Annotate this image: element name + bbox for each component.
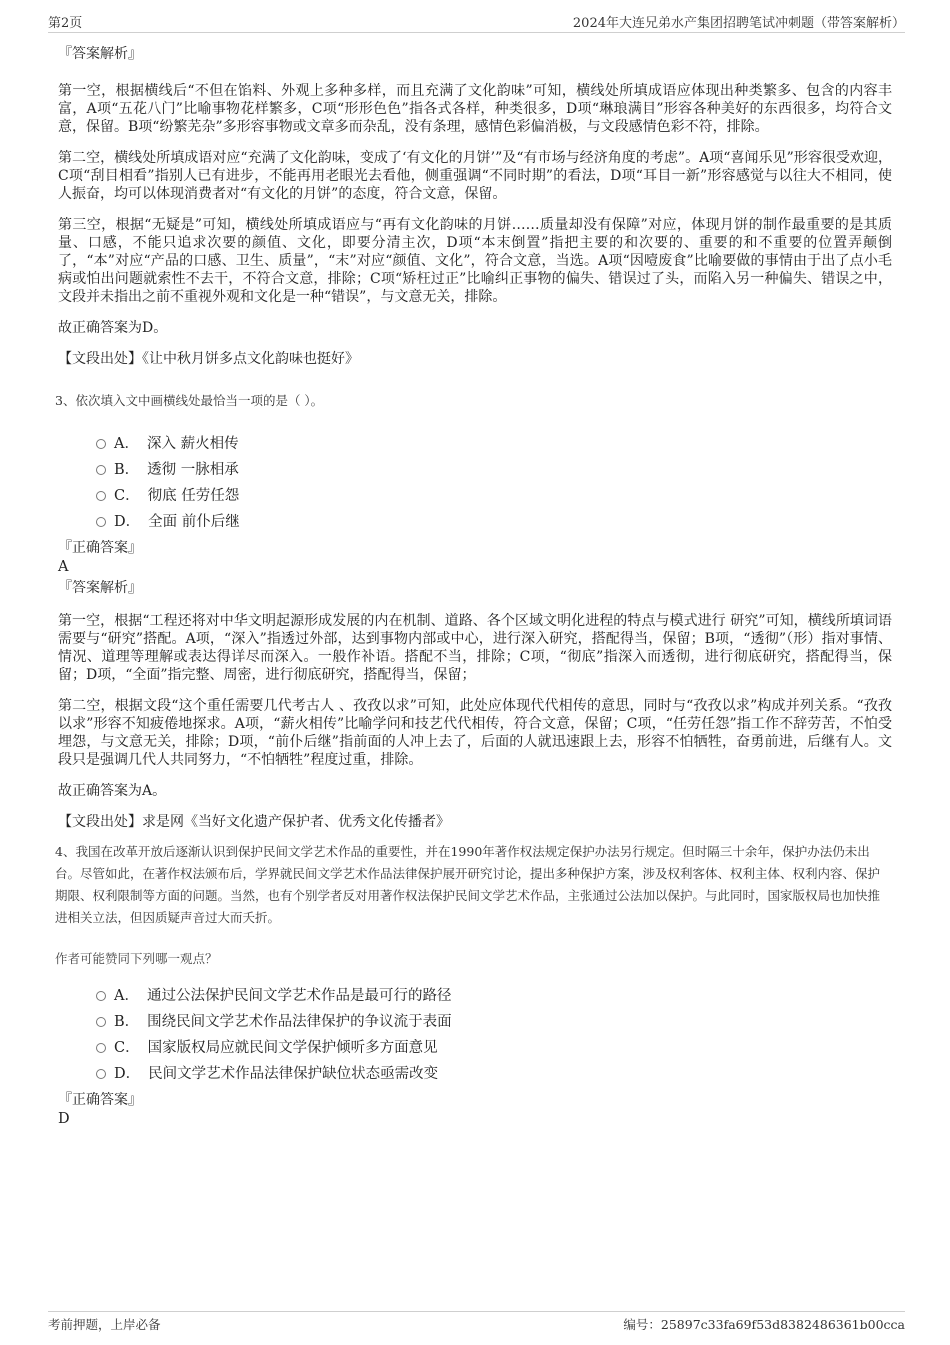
radio-icon[interactable] <box>96 991 106 1001</box>
option-letter: D． <box>114 513 141 530</box>
q3-source: 【文段出处】求是网《当好文化遗产保护者、优秀文化传播者》 <box>58 814 450 830</box>
option-text: 围绕民间文学艺术作品法律保护的争议流于表面 <box>147 1013 452 1030</box>
option-letter: B． <box>114 461 140 478</box>
radio-icon[interactable] <box>96 1017 106 1027</box>
q3-option-a[interactable] <box>96 429 892 455</box>
option-letter: B． <box>114 1013 140 1030</box>
radio-icon[interactable] <box>96 1069 106 1079</box>
document-title: 2024年大连兄弟水产集团招聘笔试冲刺题（带答案解析） <box>572 16 905 31</box>
q2-analysis-paragraph: 第二空，横线处所填成语对应“充满了文化韵味，变成了‘有文化的月饼’”及“有市场与经济角度的考虑”。A项“喜闻乐见”形容很受欢迎，C项“刮目相看”指别人已有进步，不能再用老眼光去看他，侧重强调“不同时期”的看法，D项“耳目一新”形容感觉与以往大不相同，使人振奋，均可以体现消费者对“有文化的月饼”的态度，符合文意，保留。 <box>58 150 892 202</box>
q4-options <box>96 981 892 1085</box>
q2-analysis-label: 『答案解析』 <box>58 46 142 62</box>
option-letter: C． <box>114 1039 140 1056</box>
q4-option-c[interactable] <box>96 1033 892 1059</box>
q4-option-b[interactable] <box>96 1007 892 1033</box>
q3-option-b[interactable] <box>96 455 892 481</box>
q4-question: 4、我国在改革开放后逐渐认识到保护民间文学艺术作品的重要性，并在1990年著作权法规定保护办法另行规定。但时隔三十余年，保护办法仍未出台。尽管如此，在著作权法颁布后，学界就民间文学艺术作品法律保护展开研究讨论，提出多种保护方案，涉及权利客体、权利主体、权利内容、保护期限、权利限制等方面的问题。当然，也有个别学者反对用著作权法保护民间文学艺术作品，主张通过公法加以保护。与此同时，国家版权局也加快推进相关立法，但因质疑声音过大而夭折。 <box>55 844 881 925</box>
option-letter: C． <box>114 487 140 504</box>
q3-analysis-paragraph: 第二空，根据文段“这个重任需要几代考古人 、孜孜以求”可知，此处应体现代代相传的意思，同时与“孜孜以求”构成并列关系。“孜孜以求”形容不知疲倦地探求。A项，“薪火相传”比喻学问和技艺代代相传，符合文意，保留；C项，“任劳任怨”指工作不辞劳苦，不怕受埋怨，与文意无关，排除；D项，“前仆后继”指前面的人冲上去了，后面的人就迅速跟上去，形容不怕牺牲，奋勇前进，后继有人。文段只是强调几代人共同努力，“不怕牺牲”程度过重，排除。 <box>58 698 892 768</box>
option-text: 通过公法保护民间文学艺术作品是最可行的路径 <box>146 987 452 1004</box>
q4-ask: 作者可能赞同下列哪一观点？ <box>55 951 218 966</box>
footer-note: 考前押题，上岸必备 <box>48 1317 161 1332</box>
q3-option-d[interactable] <box>96 507 892 533</box>
option-letter: D． <box>114 1065 141 1082</box>
radio-icon[interactable] <box>96 491 106 501</box>
document-code: 编号：25897c33fa69f53d8382486361b00cca <box>623 1317 905 1332</box>
option-text: 民间文学艺术作品法律保护缺位状态亟需改变 <box>148 1065 439 1082</box>
radio-icon[interactable] <box>96 1043 106 1053</box>
q2-analysis-paragraph: 第一空，根据横线后“不但在馅料、外观上多种多样，而且充满了文化韵味”可知，横线处所填成语应体现出种类繁多、包含的内容丰富，A项“五花八门”比喻事物花样繁多，C项“形形色色”指各式各样，种类很多，D项“琳琅满目”形容各种美好的东西很多，均符合文意，保留。B项“纷繁芜杂”多形容事物或文章多而杂乱，没有条理，感情色彩偏消极，与文段感情色彩不符，排除。 <box>58 83 892 135</box>
radio-icon[interactable] <box>96 465 106 475</box>
q4-option-a[interactable] <box>96 981 892 1007</box>
q3-options <box>96 429 892 533</box>
q3-option-c[interactable] <box>96 481 892 507</box>
q3-analysis-label: 『答案解析』 <box>58 580 142 596</box>
page-footer <box>48 1311 905 1336</box>
option-letter: A． <box>114 435 139 452</box>
option-text: 深入 薪火相传 <box>146 435 239 452</box>
option-letter: A． <box>114 987 139 1004</box>
page-number: 第2页 <box>48 16 83 31</box>
q4-option-d[interactable] <box>96 1059 892 1085</box>
q3-analysis-paragraph: 第一空，根据“工程还将对中华文明起源形成发展的内在机制、道路、各个区域文明化进程的特点与模式进行 研究”可知，横线所填词语需要与“研究”搭配。A项，“深入”指透过外部，达到事物内部或中心，进行深入研究，搭配得当，保留；B项，“透彻”（形）指对事情、情况、道理等理解或表达得详尽而深入。一般作补语。搭配不当，排除；C项，“彻底”指深入而透彻，进行彻底研究，搭配得当，保留；D项，“全面”指完整、周密，进行彻底研究，搭配得当，保留； <box>58 613 892 683</box>
q3-question: 3、依次填入文中画横线处最恰当一项的是（ ）。 <box>55 393 324 408</box>
option-text: 国家版权局应就民间文学保护倾听多方面意见 <box>147 1039 438 1056</box>
page-header <box>48 12 905 33</box>
radio-icon[interactable] <box>96 517 106 527</box>
q2-analysis-paragraph: 第三空，根据“无疑是”可知，横线处所填成语应与“再有文化韵味的月饼……质量却没有保障”对应，体现月饼的制作最重要的是其质量、口感，不能只追求次要的颜值、文化，即要分清主次，D项“本末倒置”指把主要的和次要的、重要的和不重要的位置弄颠倒了，“本”对应“产品的口感、卫生、质量”，“末”对应“颜值、文化”，符合文意，当选。A项“因噎废食”比喻要做的事情由于出了点小毛病或怕出问题就索性不去干，不符合文意，排除；C项“矫枉过正”比喻纠正事物的偏失、错误过了头，而陷入另一种偏失、错误之中，文段并未指出之前不重视外观和文化是一种“错误”，与文意无关，排除。 <box>58 217 892 305</box>
q3-answer-label: 『正确答案』 <box>58 540 142 556</box>
option-text: 彻底 任劳任怨 <box>147 487 240 504</box>
radio-icon[interactable] <box>96 439 106 449</box>
q4-answer-label: 『正确答案』 <box>58 1092 142 1108</box>
option-text: 透彻 一脉相承 <box>147 461 239 478</box>
option-text: 全面 前仆后继 <box>148 513 240 530</box>
q3-answer: A <box>58 559 69 575</box>
q2-source: 【文段出处】《让中秋月饼多点文化韵味也挺好》 <box>58 351 359 367</box>
page-content <box>55 45 892 1129</box>
q4-answer: D <box>58 1111 70 1127</box>
q3-conclusion: 故正确答案为A。 <box>58 783 167 799</box>
q2-conclusion: 故正确答案为D。 <box>58 320 168 336</box>
